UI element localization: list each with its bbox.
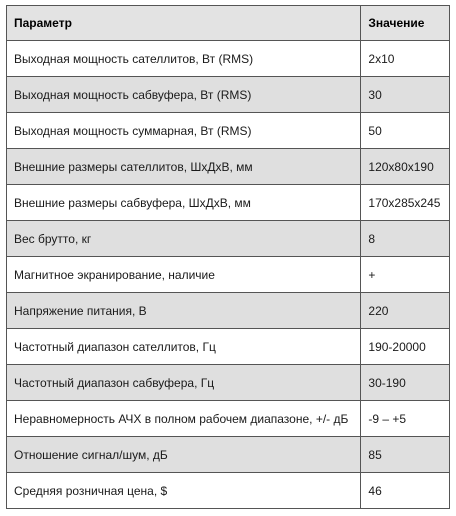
value-cell: 190-20000 xyxy=(361,329,450,365)
parameter-cell: Напряжение питания, В xyxy=(7,293,361,329)
parameter-cell: Выходная мощность сабвуфера, Вт (RMS) xyxy=(7,77,361,113)
table-row xyxy=(7,149,450,185)
parameter-cell: Выходная мощность сателлитов, Вт (RMS) xyxy=(7,41,361,77)
parameter-cell: Выходная мощность суммарная, Вт (RMS) xyxy=(7,113,361,149)
parameter-cell: Средняя розничная цена, $ xyxy=(7,473,361,509)
header-row xyxy=(7,6,450,41)
parameter-cell: Отношение сигнал/шум, дБ xyxy=(7,437,361,473)
table-body xyxy=(7,41,450,509)
value-cell: + xyxy=(361,257,450,293)
header-parameter: Параметр xyxy=(7,6,361,41)
table-row xyxy=(7,185,450,221)
table-row xyxy=(7,77,450,113)
parameter-cell: Внешние размеры сабвуфера, ШхДхВ, мм xyxy=(7,185,361,221)
value-cell: 85 xyxy=(361,437,450,473)
table-row xyxy=(7,401,450,437)
value-cell: 170x285x245 xyxy=(361,185,450,221)
value-cell: 30 xyxy=(361,77,450,113)
value-cell: 8 xyxy=(361,221,450,257)
table-row xyxy=(7,257,450,293)
specifications-table xyxy=(6,5,450,509)
table-row xyxy=(7,437,450,473)
table-row xyxy=(7,365,450,401)
value-cell: 50 xyxy=(361,113,450,149)
parameter-cell: Вес брутто, кг xyxy=(7,221,361,257)
parameter-cell: Частотный диапазон сабвуфера, Гц xyxy=(7,365,361,401)
parameter-cell: Частотный диапазон сателлитов, Гц xyxy=(7,329,361,365)
value-cell: -9 – +5 xyxy=(361,401,450,437)
value-cell: 220 xyxy=(361,293,450,329)
parameter-cell: Магнитное экранирование, наличие xyxy=(7,257,361,293)
table-header xyxy=(7,6,450,41)
value-cell: 120x80x190 xyxy=(361,149,450,185)
table-row xyxy=(7,473,450,509)
value-cell: 30-190 xyxy=(361,365,450,401)
header-value: Значение xyxy=(361,6,450,41)
table-row xyxy=(7,113,450,149)
parameter-cell: Внешние размеры сателлитов, ШхДхВ, мм xyxy=(7,149,361,185)
table-row xyxy=(7,329,450,365)
value-cell: 46 xyxy=(361,473,450,509)
table-row xyxy=(7,41,450,77)
value-cell: 2x10 xyxy=(361,41,450,77)
parameter-cell: Неравномерность АЧХ в полном рабочем диапазоне, +/- дБ xyxy=(7,401,361,437)
table-row xyxy=(7,293,450,329)
table-row xyxy=(7,221,450,257)
